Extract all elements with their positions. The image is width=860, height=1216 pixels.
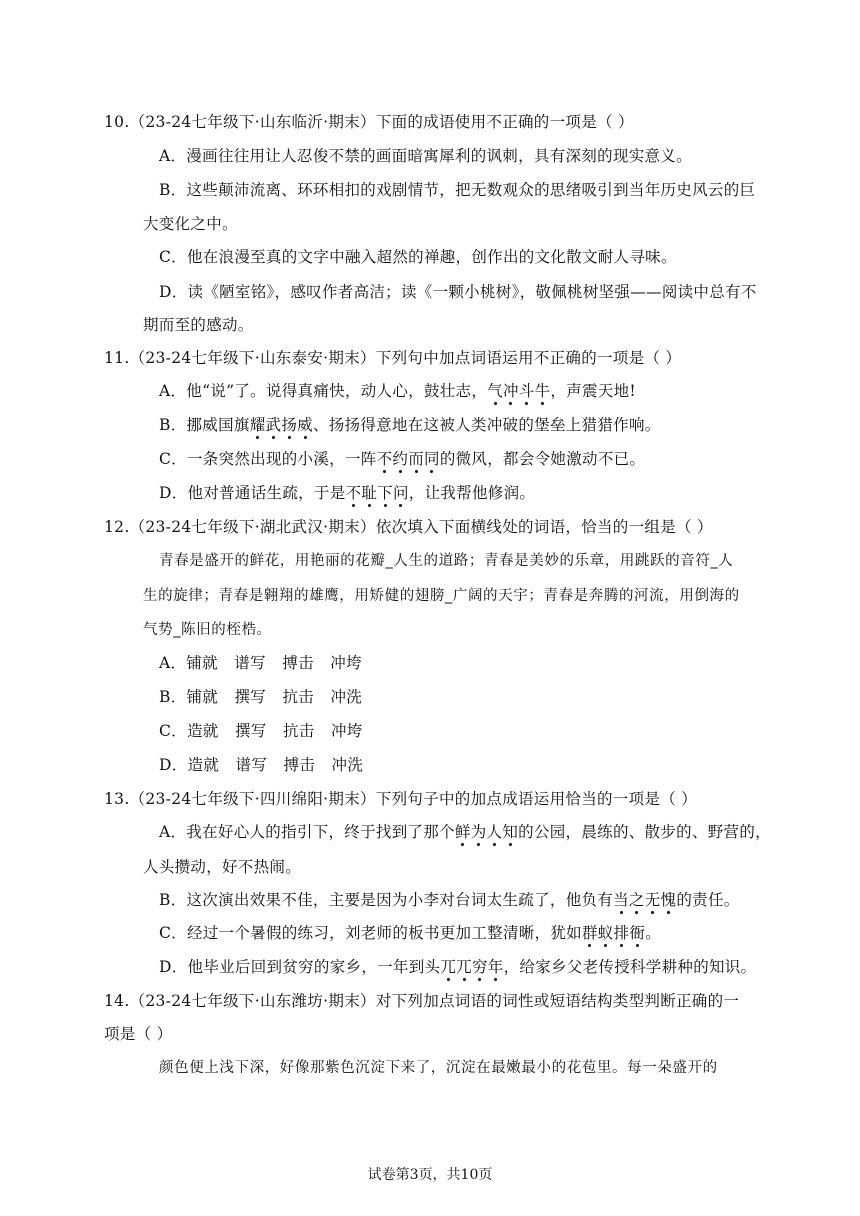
dotted-char: 当 [613, 891, 629, 909]
option-text: B．挪威国旗 [159, 416, 250, 434]
dotted-char: 年 [487, 958, 504, 976]
option-text: C．经过一个暑假的练习，刘老师的板书更加工整清晰，犹如 [159, 924, 582, 942]
question-10-option-d-cont: 期而至的感动。 [143, 316, 254, 334]
option-word: 冲洗 [330, 688, 363, 706]
option-text: 的公园，晨练的、散步的、野营的， [518, 823, 771, 841]
option-text: 的责任。 [676, 891, 740, 909]
option-word: 冲洗 [331, 756, 364, 774]
dotted-char: 牛 [534, 382, 551, 400]
question-12-passage-line-3: 气势_陈旧的桎梏。 [143, 622, 272, 638]
dotted-char: 知 [502, 823, 519, 841]
dotted-char: 之 [628, 891, 645, 909]
question-13-option-b [0, 889, 860, 911]
option-text: B．这次演出效果不佳，主要是因为小李对台词太生疏了，他负有 [159, 891, 614, 909]
option-text: 的微风，都会令她激动不已。 [439, 450, 646, 468]
option-text: ，给家乡父老传授科学耕种的知识。 [503, 958, 757, 976]
question-12-option-c [0, 720, 860, 742]
dotted-char: 鲜 [454, 823, 471, 841]
dotted-char: 群 [581, 924, 598, 942]
dotted-idiom [440, 958, 503, 976]
dotted-char: 人 [486, 823, 503, 841]
dotted-char: 气 [487, 382, 503, 400]
dotted-char: 斗 [518, 382, 535, 400]
question-10-option-c: C．他在浪漫至真的文字中融入超然的禅趣，创作出的文化散文耐人寻味。 [159, 248, 677, 266]
question-13-option-a [0, 821, 860, 843]
option-text: A．我在好心人的指引下，终于找到了那个 [159, 823, 455, 841]
question-10-option-b: B．这些颠沛流离、环环相扣的戏剧情节，把无数观众的思绪吸引到当年历史风云的巨 [159, 181, 756, 199]
option-label: B． [159, 688, 187, 706]
dotted-char: 同 [424, 450, 440, 468]
dotted-idiom [346, 484, 409, 502]
question-12-passage-line-2: 生的旋律；青春是翱翔的雄鹰，用矫健的翅膀_广阔的天宇；青春是奔腾的河流，用倒海的 [143, 588, 740, 604]
option-text: C．一条突然出现的小溪，一阵 [159, 450, 377, 468]
dotted-char: 而 [408, 450, 424, 468]
option-word: 抗击 [282, 688, 315, 706]
question-11-option-b [0, 414, 860, 436]
page-footer: 试卷第3页，共10页 [367, 1167, 493, 1183]
question-10-stem: 10.（23-24七年级下·山东临沂·期末）下面的成语使用不正确的一项是（ ） [104, 113, 634, 131]
dotted-char: 兀 [440, 958, 457, 976]
question-10-option-b-cont: 大变化之中。 [143, 215, 238, 233]
dotted-char: 耀 [249, 416, 266, 434]
option-word: 冲垮 [330, 722, 363, 740]
option-text: A．他“说”了。说得真痛快，动人心，鼓壮志， [159, 382, 488, 400]
dotted-char: 扬 [281, 416, 298, 434]
dotted-char: 衙 [629, 924, 646, 942]
question-14-passage-line-1: 颜色便上浅下深，好像那紫色沉淀下来了，沉淀在最嫩最小的花苞里。每一朵盛开的 [159, 1060, 718, 1076]
question-11-stem: 11.（23-24七年级下·山东泰安·期末）下列句中加点词语运用不正确的一项是（ ） [104, 349, 682, 367]
dotted-char: 兀 [456, 958, 472, 976]
option-word: 冲垮 [330, 654, 362, 672]
option-word: 造就 [186, 722, 219, 740]
option-word: 铺就 [186, 654, 218, 672]
dotted-char: 约 [392, 450, 409, 468]
question-10-option-d: D．读《陋室铭》，感叹作者高洁；读《一颗小桃树》，敬佩桃树坚强——阅读中总有不 [159, 283, 757, 301]
option-word: 抗击 [282, 722, 315, 740]
dotted-char: 武 [265, 416, 282, 434]
question-11-option-c [0, 448, 860, 470]
question-10-option-a: A．漫画往往用让人忍俊不禁的画面暗寓犀利的讽刺，具有深刻的现实意义。 [159, 147, 692, 165]
question-12-option-d [0, 754, 860, 776]
dotted-idiom [377, 450, 440, 468]
option-text: ，让我帮他修润。 [408, 484, 536, 502]
dotted-char: 为 [470, 823, 487, 841]
dotted-idiom [582, 924, 645, 942]
dotted-char: 问 [392, 484, 409, 502]
option-text: D．他对普通话生疏，于是 [159, 484, 346, 502]
option-word: 搏击 [283, 756, 316, 774]
option-word: 搏击 [282, 654, 314, 672]
option-label: A． [159, 654, 187, 672]
dotted-idiom [487, 382, 550, 400]
option-word: 谱写 [234, 654, 266, 672]
question-12-passage-line-1: 青春是盛开的鲜花，用艳丽的花瓣_人生的道路；青春是美妙的乐章，用跳跃的音符_人 [159, 553, 734, 569]
dotted-char: 蚁 [597, 924, 614, 942]
question-14-stem-cont: 项是（ ） [104, 1025, 173, 1043]
dotted-idiom [613, 891, 676, 909]
dotted-char: 愧 [660, 891, 677, 909]
question-11-option-a [0, 380, 860, 402]
option-text: ，声震天地! [550, 382, 636, 400]
dotted-char: 冲 [502, 382, 519, 400]
question-11-option-d [0, 482, 860, 504]
question-12-option-a [0, 652, 860, 674]
dotted-idiom [455, 823, 518, 841]
option-word: 撰写 [234, 688, 267, 706]
question-13-option-d [0, 956, 860, 978]
dotted-char: 下 [377, 484, 393, 502]
option-word: 造就 [187, 756, 220, 774]
option-word: 谱写 [235, 756, 268, 774]
option-word: 铺就 [186, 688, 219, 706]
option-text: D．他毕业后回到贫穷的家乡，一年到头 [159, 958, 441, 976]
question-13-option-a-cont: 人头攒动，好不热闹。 [143, 858, 302, 876]
option-label: C． [159, 722, 187, 740]
question-12-option-b [0, 686, 860, 708]
question-13-option-c [0, 922, 860, 944]
dotted-idiom [250, 416, 313, 434]
dotted-char: 不 [376, 450, 393, 468]
dotted-char: 排 [613, 924, 630, 942]
question-14-stem: 14.（23-24七年级下·山东潍坊·期末）对下列加点词语的词性或短语结构类型判断正确的一 [104, 992, 740, 1010]
dotted-char: 不 [345, 484, 362, 502]
option-label: D． [159, 756, 188, 774]
dotted-char: 穷 [471, 958, 488, 976]
dotted-char: 无 [644, 891, 661, 909]
dotted-char: 威 [297, 416, 313, 434]
option-text: 、扬扬得意地在这被人类冲破的堡垒上猎猎作响。 [312, 416, 661, 434]
dotted-char: 耻 [361, 484, 378, 502]
option-text: 。 [645, 924, 662, 942]
question-12-stem: 12.（23-24七年级下·湖北武汉·期末）依次填入下面横线处的词语，恰当的一组是（ ） [104, 518, 713, 536]
option-word: 撰写 [234, 722, 267, 740]
question-13-stem: 13.（23-24七年级下·四川绵阳·期末）下列句子中的加点成语运用恰当的一项是（ ） [104, 790, 698, 808]
